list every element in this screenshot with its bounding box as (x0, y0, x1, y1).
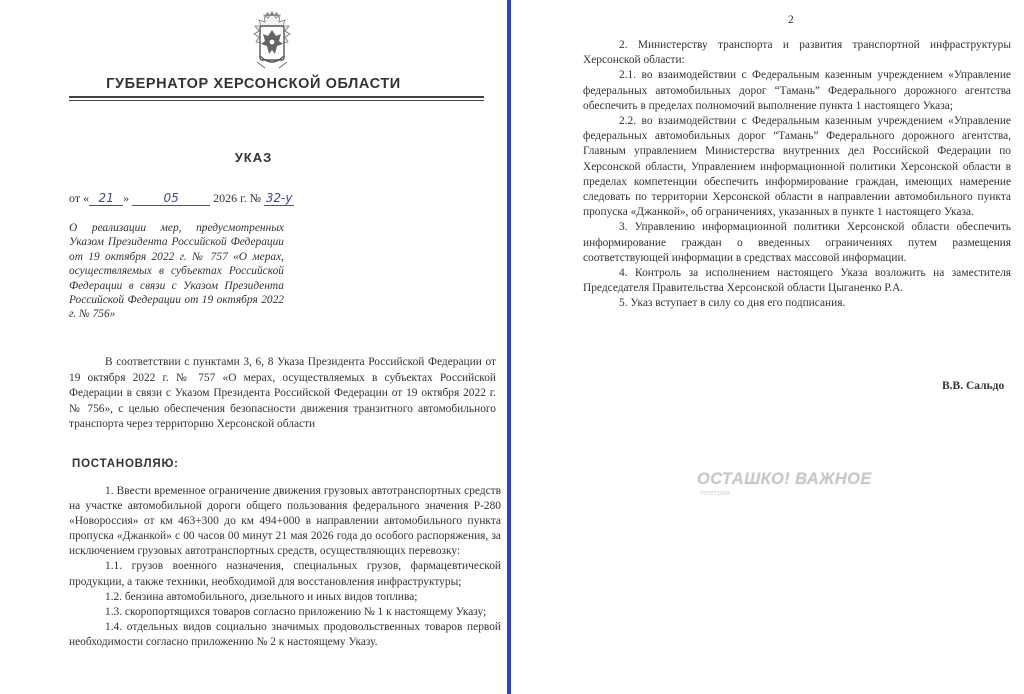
date-mid: » (123, 191, 130, 205)
clause-item: 1.3. скоропортящихся товаров согласно приложению № 1 к настоящему Указу; (105, 605, 487, 618)
clause-item: 2. Министерству транспорта и развития транспортной инфраструктуры Херсонской области: (583, 39, 1011, 67)
decree-number: 32-у (265, 191, 293, 205)
header-rule-thick (69, 96, 484, 98)
page-number: 2 (788, 14, 794, 26)
clause-item: 4. Контроль за исполнением настоящего Указа возложить на заместителя Председателя Правительства Херсонской области Цыганенко Р.А. (583, 267, 1011, 295)
clause-item: 2.2. во взаимодействии с Федеральным казенным учреждением «Управление федеральных автомобильных дорог “Тамань” Федерального дорожного агентства, Главным управлением Министерства внутренних дел Российской Федерации по Херсонской области, Управлением информационной политики Херсонской области в пределах компетенции обеспечить информирование граждан, имеющих намерение следовать по территории Херсонской области в направлении автомобильного пункта пропуска «Джанкой», об ограничениях, указанных в пункте 1 настоящего Указа. (583, 115, 1011, 219)
clause-item: 5. Указ вступает в силу со дня его подписания. (619, 297, 846, 310)
decree-subject: О реализации мер, предусмотренных Указом Президента Российской Федерации от 19 октября 2022 г. № 757 «О мерах, осуществляемых в субъектах Российской Федерации в связи с Указом Президента Российской Федерации от 19 октября 2022 г. № 756» (69, 222, 284, 321)
clause-item: 3. Управлению информационной политики Херсонской области обеспечить информирование граждан о введенных ограничениях путем размещения соответствующей информации в средствах массовой информации. (583, 221, 1011, 264)
watermark: ОСТАШКО! ВАЖНОЕ (697, 470, 872, 488)
preamble (69, 355, 496, 433)
document-page-1 (0, 0, 507, 694)
date-year: 2026 г. № (213, 191, 262, 205)
clause-item: 2.1. во взаимодействии с Федеральным казенным учреждением «Управление федеральных автомобильных дорог “Тамань” Федерального дорожного агентства обеспечить в пределах полномочий выполнение пункта 1 настоящего Указа; (583, 69, 1011, 112)
date-line (69, 191, 294, 206)
coat-of-arms-icon (243, 10, 301, 72)
header-rule-thin (69, 100, 484, 101)
document-type: УКАЗ (234, 150, 273, 165)
watermark-sub: телеграм (700, 490, 730, 497)
governor-title: ГУБЕРНАТОР ХЕРСОНСКОЙ ОБЛАСТИ (106, 76, 401, 92)
clause-item: 1.1. грузов военного назначения, специальных грузов, фармацевтической продукции, а также техники, необходимой для восстановления инфраструктуры; (69, 560, 501, 588)
preamble-text: В соответствии с пунктами 3, 6, 8 Указа Президента Российской Федерации от 19 октября 2022 г. № 757 «О мерах, осуществляемых в субъектах Российской Федерации в связи с Указом Президента Российской Федерации от 19 октября 2022 г. № 756», с целью обеспечения безопасности движения транзитного автомобильного транспорта через территорию Херсонской области (69, 356, 496, 430)
date-prefix: от « (69, 191, 90, 205)
clauses-page-2 (583, 38, 1011, 312)
clause-item: 1.2. бензина автомобильного, дизельного и иных видов топлива; (105, 590, 418, 603)
clause-item: 1.4. отдельных видов социально значимых продовольственных товаров первой необходимости согласно приложению № 2 к настоящему Указу. (69, 620, 501, 648)
signature-name: В.В. Сальдо (942, 380, 1005, 392)
clause-item: 1. Ввести временное ограничение движения грузовых автотранспортных средств на участке автомобильной дороги общего пользования федерального значения Р-280 «Новороссия» от км 463+300 до км 494+000 в направлении автомобильного пункта пропуска «Джанкой» с 00 часов 00 минут 21 мая 2026 года до особого распоряжения, за исключением грузовых автотранспортных средств, осуществляющих перевозку: (69, 485, 501, 558)
date-day: 21 (89, 191, 123, 206)
postanovlyayu-heading: ПОСТАНОВЛЯЮ: (72, 458, 179, 470)
clauses-page-1 (69, 484, 501, 650)
date-month: 05 (132, 191, 210, 206)
